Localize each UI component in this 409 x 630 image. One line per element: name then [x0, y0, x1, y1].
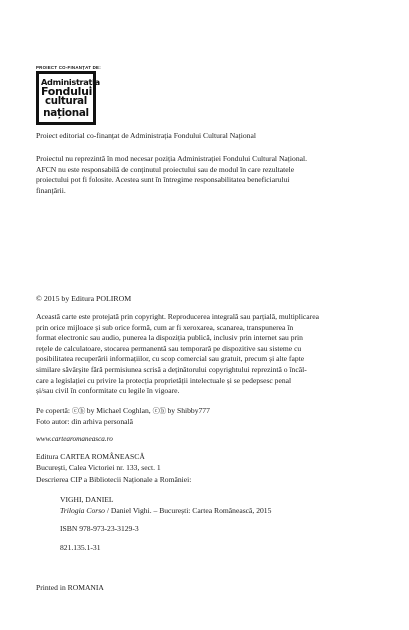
- cip-classification: 821.135.1-31: [60, 542, 101, 552]
- logo-line: cultural: [45, 96, 87, 108]
- cover-credit-line: [36, 406, 376, 417]
- publisher-address: București, Calea Victoriei nr. 133, sect. 1: [36, 462, 161, 472]
- rights-line: prin orice mijloace și sub orice formă, cum ar fi xeroxarea, scanarea, transpunerea în: [36, 322, 294, 332]
- publisher-info: [36, 452, 376, 473]
- disclaimer-line: finanțării.: [36, 185, 66, 195]
- cip-author: VIGHI, DANIEL: [60, 495, 114, 504]
- printed-in: Printed in ROMANIA: [36, 583, 104, 592]
- project-note: Proiect editorial co-finanțat de Administrația Fondului Cultural Național: [36, 131, 256, 140]
- disclaimer-line: AFCN nu este responsabilă de conținutul proiectului sau de modul în care rezultatele: [36, 164, 295, 174]
- rights-line: Această carte este protejată prin copyright. Reproducerea integrală sau parțială, multiplicarea: [36, 312, 319, 321]
- cover-credit-1: by Michael Coghlan,: [86, 406, 151, 415]
- cip-title-rest: / Daniel Vighi. – București: Cartea Românească, 2015: [104, 505, 272, 515]
- rights-line: și/sau civil în conformitate cu legile în vigoare.: [36, 386, 180, 396]
- copyright-notice: © 2015 by Editura POLIROM: [36, 294, 132, 303]
- website-link[interactable]: www.cartearomaneasca.ro: [36, 435, 113, 443]
- logo-line: Administrația: [41, 77, 100, 88]
- cover-credit-2: by Shibby777: [167, 406, 210, 415]
- cip-isbn: ISBN 978-973-23-3129-3: [60, 524, 139, 534]
- rights-line: posibilitatea recuperării informațiilor, cu scop comercial sau gratuit, precum și alte fapte: [36, 354, 305, 364]
- disclaimer-line: Proiectul nu reprezintă în mod necesar poziția Administrației Fondului Cultural Național.: [36, 154, 307, 163]
- cip-book-title: Trilogia Corso: [60, 505, 105, 515]
- afcn-logo: [36, 71, 100, 125]
- rights-line: care a legislației cu privire la protecția proprietății intelectuale și se pedepsesc penal: [36, 375, 292, 385]
- rights-notice: [36, 312, 376, 397]
- funder-caption: PROIECT CO-FINANȚAT DE:: [36, 65, 101, 70]
- logo-line: Fondului: [41, 85, 93, 99]
- rights-line: format electronic sau audio, punerea la dispoziția publică, inclusiv prin internet sau prin: [36, 333, 303, 343]
- cip-title-line: [60, 506, 271, 517]
- logo-line: național: [43, 106, 89, 119]
- cover-label: Pe copertă:: [36, 406, 70, 415]
- rights-line: similare săvârșite fără permisiunea scrisă a deținătorului copyrightului reprezintă o încăl-: [36, 364, 307, 374]
- photo-credit: Foto autor: din arhiva personală: [36, 416, 134, 426]
- cover-credits: [36, 406, 376, 427]
- publisher-name: Editura CARTEA ROMÂNEASCĂ: [36, 452, 145, 461]
- rights-line: rețele de calculatoare, stocarea permanentă sau temporară pe dispozitive sau sisteme cu: [36, 343, 302, 353]
- disclaimer-line: proiectului pot fi folosite. Acestea sunt în întregime responsabilitatea beneficiarului: [36, 175, 290, 185]
- creative-commons-icon: ⓒⓑ: [71, 407, 85, 415]
- creative-commons-icon: ⓒⓑ: [152, 407, 166, 415]
- funding-disclaimer: [36, 154, 376, 196]
- cip-heading: Descrierea CIP a Bibliotecii Naționale a României:: [36, 475, 192, 484]
- cip-record: [60, 495, 271, 561]
